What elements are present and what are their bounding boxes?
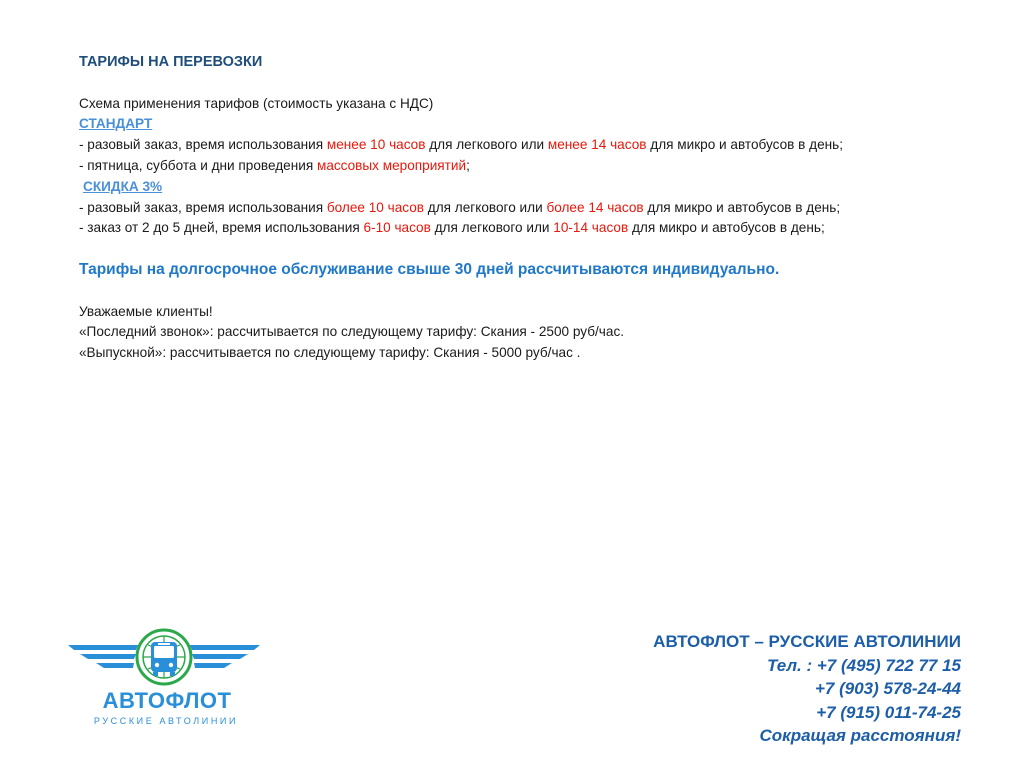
phone-2: +7 (903) 578-24-44 [814,679,961,699]
scheme-line: Схема применения тарифов (стоимость указана с НДС) [79,95,434,111]
tariffs-document [79,52,1009,364]
highlight-text: более 14 часов [546,199,644,215]
highlight-text: 10-14 часов [553,220,629,236]
phone-3: +7 (915) 011-74-25 [816,702,961,722]
logo-tagline: РУССКИЕ АВТОЛИНИИ [93,716,239,726]
long-term-note: Тарифы на долгосрочное обслуживание свыше 30 дней рассчитываются индивидуально. [79,260,780,278]
standard-line-2: - пятница, суббота и дни проведения массовых мероприятий; [79,157,470,173]
highlight-text: массовых мероприятий [316,157,467,173]
highlight-text: 6-10 часов [363,220,431,236]
last-bell-tariff: «Последний звонок»: рассчитывается по следующему тарифу: Скания - 2500 руб/час. [79,324,625,340]
logo-brand: АВТОФЛОТ [102,688,232,713]
highlight-text: менее 10 часов [326,137,426,153]
greeting: Уважаемые клиенты! [79,303,213,319]
graduation-tariff: «Выпускной»: рассчитывается по следующему тарифу: Скания - 5000 руб/час . [79,345,581,361]
company-logo [66,628,262,732]
standard-line-1: - разовый заказ, время использования менее 10 часов для легкового или менее 14 часов для микро и автобусов в день; [79,137,844,153]
slogan: Сокращая расстояния! [759,726,961,746]
discount-link[interactable]: СКИДКА 3% [83,178,163,194]
discount-line-1: - разовый заказ, время использования более 10 часов для легкового или более 14 часов для микро и автобусов в день; [79,199,841,215]
contact-block [653,630,961,748]
phone-1: Тел. : +7 (495) 722 77 15 [767,655,961,675]
bus-emblem-icon [66,628,262,690]
highlight-text: более 10 часов [326,199,425,215]
company-name: АВТОФЛОТ – РУССКИЕ АВТОЛИНИИ [653,632,961,651]
page-title: ТАРИФЫ НА ПЕРЕВОЗКИ [79,54,263,70]
discount-line-2: - заказ от 2 до 5 дней, время использования 6-10 часов для легкового или 10-14 часов для микро и автобусов в день; [79,220,825,236]
standard-link[interactable]: СТАНДАРТ [79,116,153,132]
highlight-text: менее 14 часов [547,137,647,153]
